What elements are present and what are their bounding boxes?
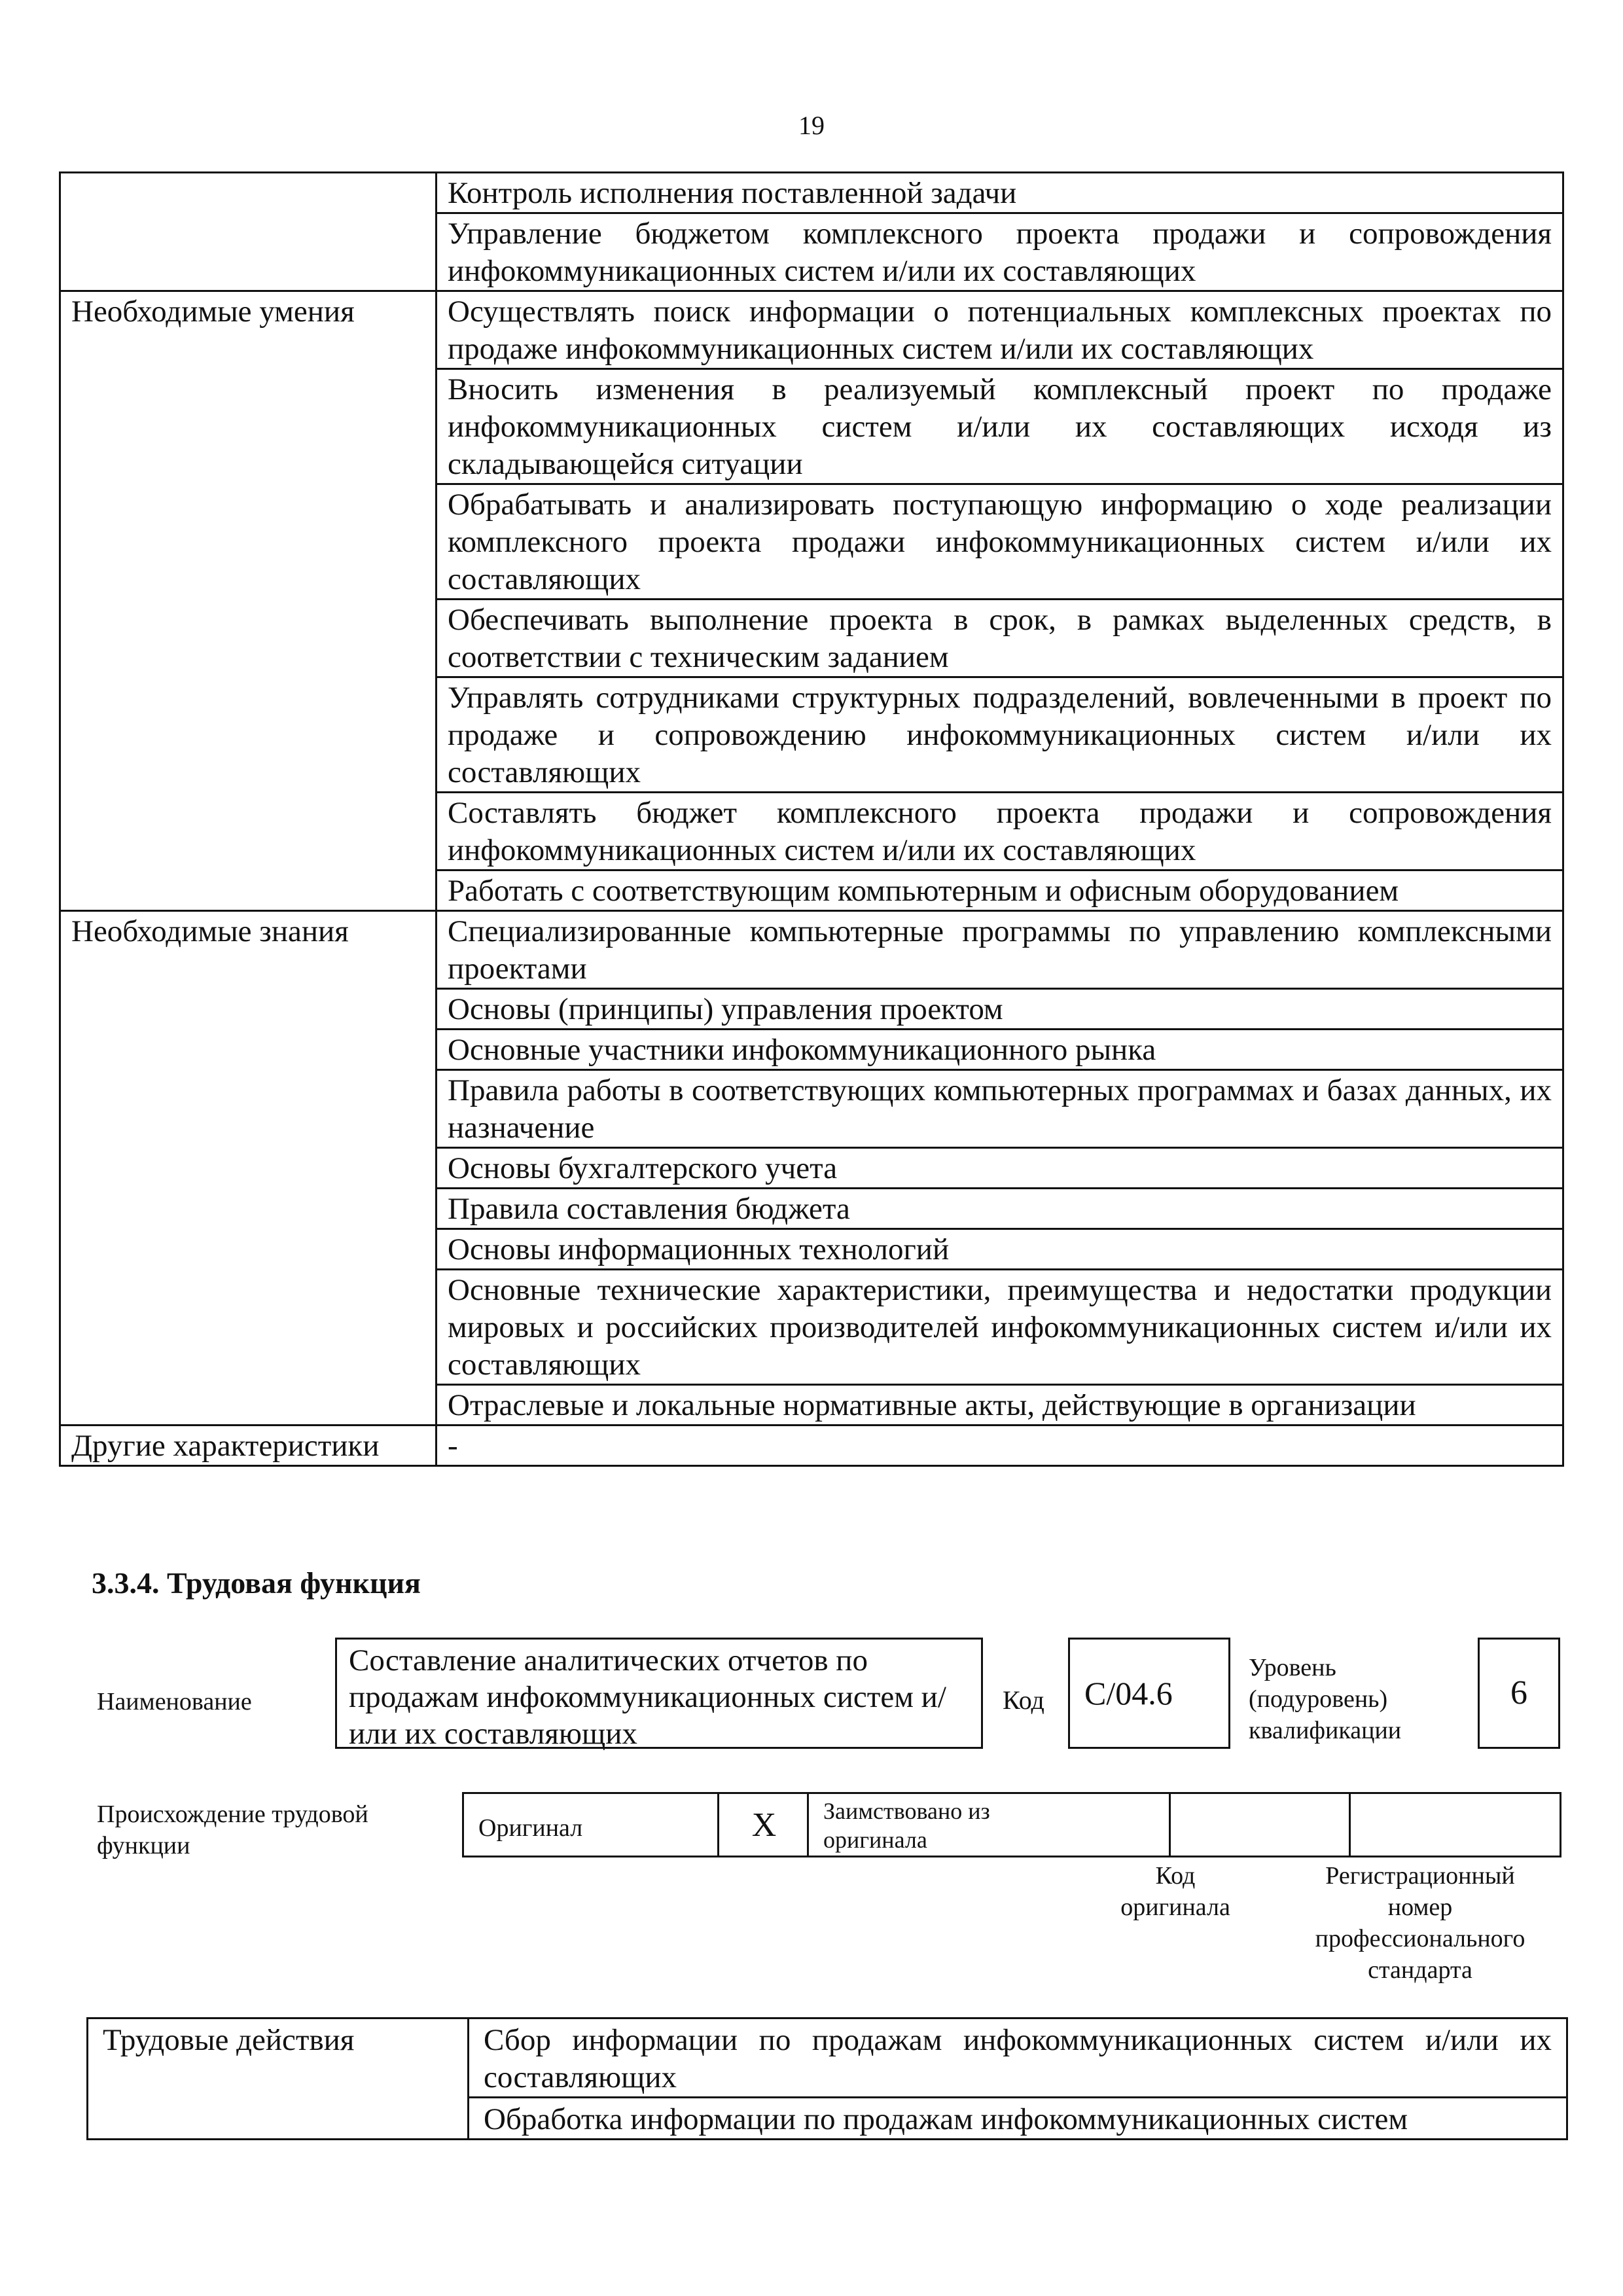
caption-line: стандарта (1368, 1956, 1472, 1984)
function-code-label: Код (1003, 1685, 1044, 1715)
knowledge-label: Необходимые знания (60, 911, 437, 1426)
function-name-value: Составление аналитических отчетов по продажам инфокоммуникационных систем и/или их составляющих (335, 1638, 983, 1749)
caption-line: номер (1387, 1893, 1453, 1921)
origin-table (462, 1792, 1561, 1857)
qualification-level-value: 6 (1478, 1638, 1560, 1749)
caption-line: профессионального (1315, 1925, 1525, 1952)
borrowed-label-line: оригинала (823, 1827, 927, 1853)
table-cell: Правила составления бюджета (437, 1189, 1563, 1229)
level-label-line: квалификации (1249, 1717, 1402, 1744)
other-label: Другие характеристики (60, 1426, 437, 1466)
origin-label (97, 1799, 368, 1861)
table-cell: Правила работы в соответствующих компьютерных программах и базах данных, их назначение (437, 1070, 1563, 1148)
skills-label: Необходимые умения (60, 291, 437, 911)
origin-label-line: функции (97, 1832, 190, 1859)
origin-label-line: Происхождение трудовой (97, 1801, 368, 1828)
table-cell: Сбор информации по продажам инфокоммуникационных систем и/или их составляющих (469, 2018, 1567, 2098)
level-label-line: (подуровень) (1249, 1685, 1388, 1713)
table-cell: Обеспечивать выполнение проекта в срок, в рамках выделенных средств, в соответствии с техническим заданием (437, 600, 1563, 677)
table-cell: Основы (принципы) управления проектом (437, 989, 1563, 1030)
table-cell: Обрабатывать и анализировать поступающую информацию о ходе реализации комплексного проекта продажи инфокоммуникационных систем и/или их составляющих (437, 484, 1563, 600)
caption-line: Код (1155, 1862, 1196, 1890)
table-cell: Осуществлять поиск информации о потенциальных комплексных проектах по продаже инфокоммуникационных систем и/или их составляющих (437, 291, 1563, 369)
caption-line: Регистрационный (1325, 1862, 1515, 1890)
table-cell: Вносить изменения в реализуемый комплексный проект по продаже инфокоммуникационных систем и/или их составляющих исходя из складывающейся ситуации (437, 369, 1563, 484)
original-code-cell (1171, 1794, 1351, 1856)
table-row (60, 911, 1563, 989)
continued-label-cell (60, 173, 437, 291)
table-row (60, 1426, 1563, 1466)
section-title: 3.3.4. Трудовая функция (92, 1566, 421, 1600)
function-code-value: С/04.6 (1068, 1638, 1230, 1749)
original-code-caption (1097, 1860, 1254, 1923)
original-mark-cell (719, 1794, 809, 1856)
table-cell: Управление бюджетом комплексного проекта продажи и сопровождения инфокоммуникационных систем и/или их составляющих (437, 213, 1563, 291)
qualification-level-label (1249, 1652, 1401, 1746)
table-cell: Контроль исполнения поставленной задачи (437, 173, 1563, 213)
actions-label: Трудовые действия (88, 2018, 469, 2140)
registration-number-cell (1351, 1794, 1560, 1856)
table-cell: Управлять сотрудниками структурных подразделений, вовлеченными в проект по продаже и сопровождению инфокоммуникационных систем и/или их составляющих (437, 677, 1563, 793)
table-row (60, 173, 1563, 213)
table-cell: Специализированные компьютерные программы по управлению комплексными проектами (437, 911, 1563, 989)
table-cell: Основы информационных технологий (437, 1229, 1563, 1270)
table-row (60, 291, 1563, 369)
original-cell (464, 1794, 719, 1856)
labor-actions-table (86, 2017, 1568, 2140)
borrowed-cell (809, 1794, 1171, 1856)
caption-line: оригинала (1120, 1893, 1230, 1921)
table-cell: Составлять бюджет комплексного проекта продажи и сопровождения инфокоммуникационных систем и/или их составляющих (437, 793, 1563, 870)
table-row (88, 2018, 1567, 2098)
level-label-line: Уровень (1249, 1654, 1336, 1681)
table-cell: Отраслевые и локальные нормативные акты, действующие в организации (437, 1385, 1563, 1426)
requirements-table (59, 171, 1564, 1467)
table-cell: Обработка информации по продажам инфокоммуникационных систем (469, 2098, 1567, 2140)
original-mark: X (751, 1806, 777, 1844)
table-cell: Основные участники инфокоммуникационного рынка (437, 1030, 1563, 1070)
borrowed-label-line: Заимствовано из (823, 1798, 990, 1824)
table-cell: Работать с соответствующим компьютерным и офисным оборудованием (437, 870, 1563, 911)
registration-number-caption (1283, 1860, 1558, 1986)
table-cell: Основные технические характеристики, преимущества и недостатки продукции мировых и российских производителей инфокоммуникационных систем и/или их составляющих (437, 1270, 1563, 1385)
page-number: 19 (798, 111, 825, 140)
table-cell: Основы бухгалтерского учета (437, 1148, 1563, 1189)
borrowed-label (823, 1797, 990, 1854)
function-name-label: Наименование (97, 1688, 252, 1715)
other-value: - (437, 1426, 1563, 1466)
original-label: Оригинал (478, 1814, 583, 1842)
